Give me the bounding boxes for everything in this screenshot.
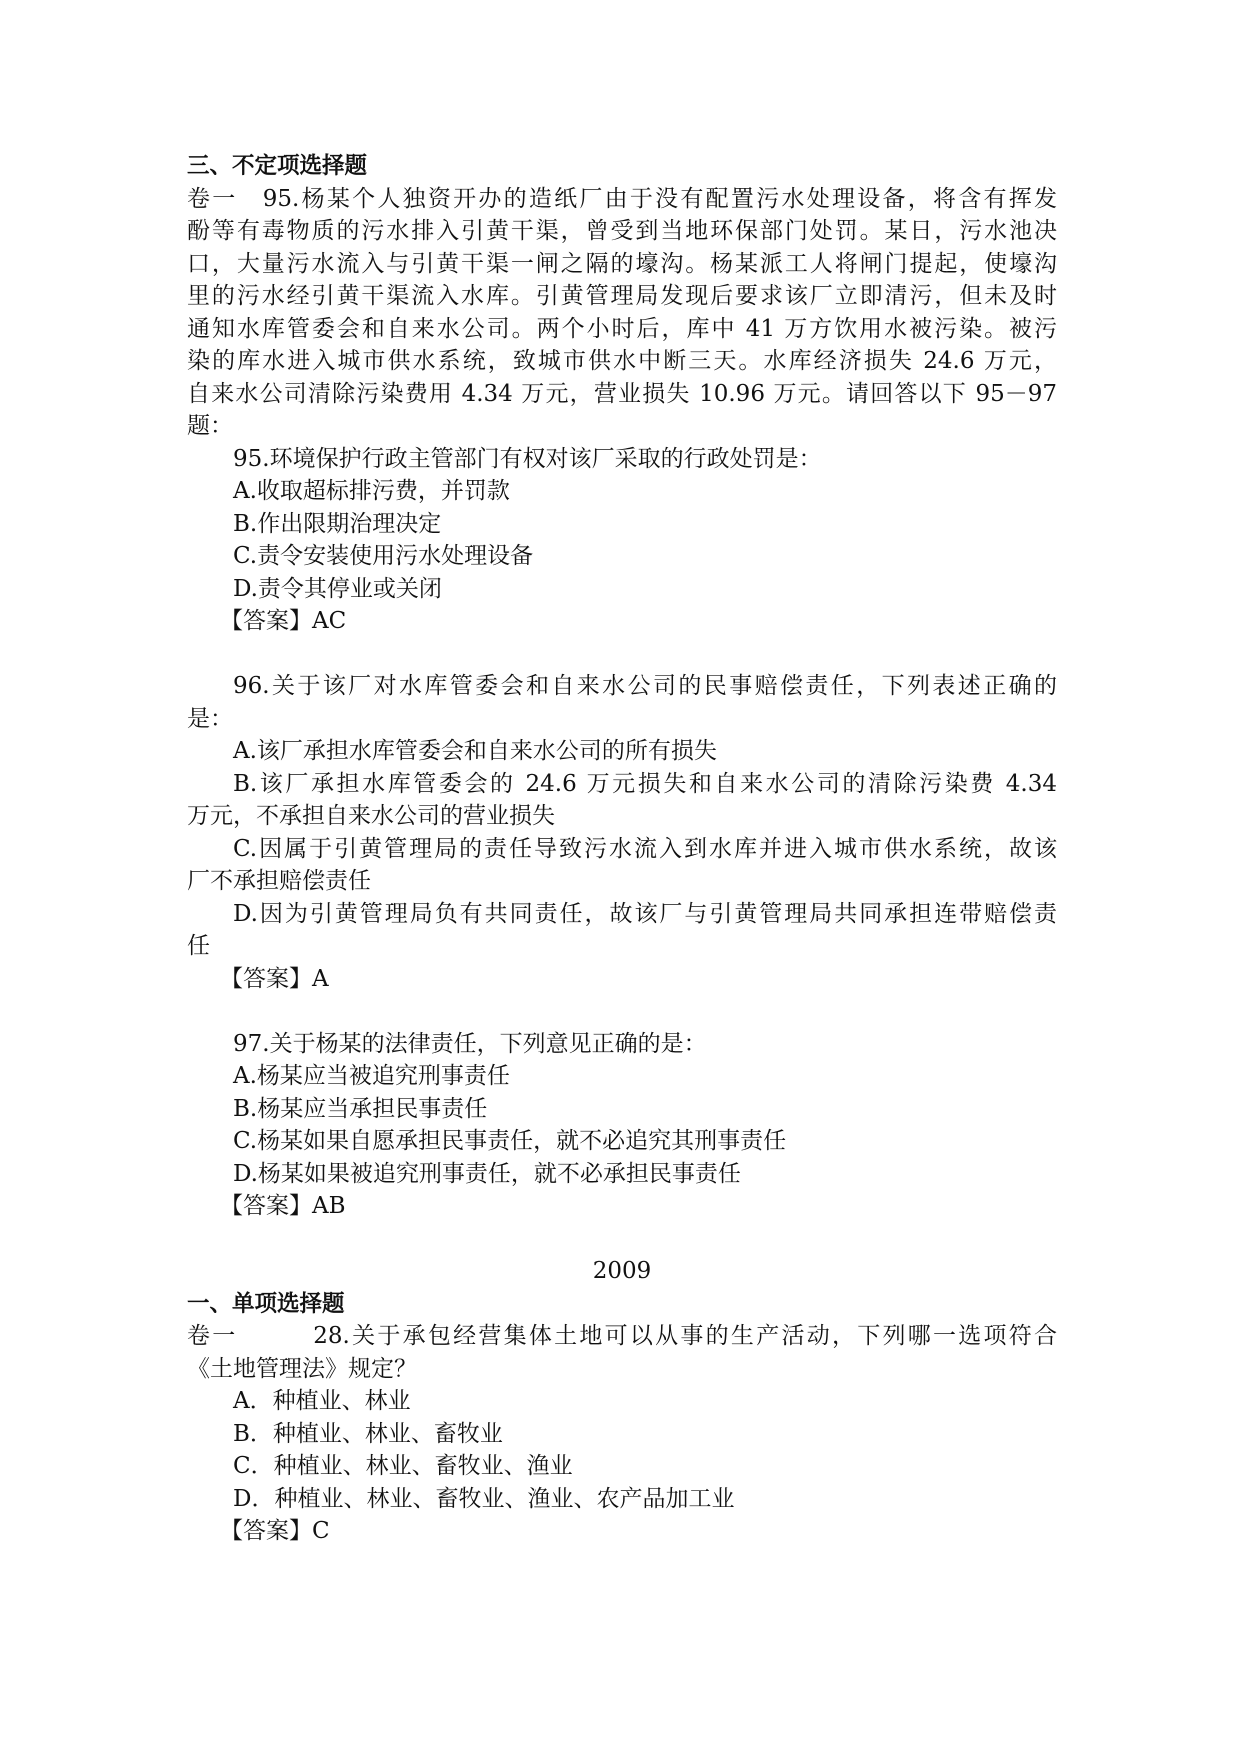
intro-line: 卷一 95.杨某个人独资开办的造纸厂由于没有配置污水处理设备，将含有挥发 [187,185,1057,212]
question-28-option-d: D．种植业、林业、畜牧业、渔业、农产品加工业 [233,1485,735,1512]
question-96-option-b: B.该厂承担水库管委会的 24.6 万元损失和自来水公司的清除污染费 4.34 [233,770,1057,797]
question-28-stem: 卷一 28.关于承包经营集体土地可以从事的生产活动，下列哪一选项符合 [187,1323,1057,1349]
section-heading-single-choice: 一、单项选择题 [187,1290,345,1317]
intro-line: 染的库水进入城市供水系统，致城市供水中断三天。水库经济损失 24.6 万元， [187,348,1057,374]
question-96-option-c-cont: 厂不承担赔偿责任 [187,868,371,894]
question-95-stem: 95.环境保护行政主管部门有权对该厂采取的行政处罚是： [233,445,822,472]
intro-line: 里的污水经引黄干渠流入水库。引黄管理局发现后要求该厂立即清污，但未及时 [187,283,1057,309]
question-97-option-d: D.杨某如果被追究刑事责任，就不必承担民事责任 [233,1160,741,1187]
intro-line: 自来水公司清除污染费用 4.34 万元，营业损失 10.96 万元。请回答以下 95－97 [187,380,1057,407]
question-97-option-b: B.杨某应当承担民事责任 [233,1095,488,1122]
question-96-option-b-cont: 万元，不承担自来水公司的营业损失 [187,803,555,829]
question-95-option-c: C.责令安装使用污水处理设备 [233,543,534,569]
question-96-stem: 96.关于该厂对水库管委会和自来水公司的民事赔偿责任，下列表述正确的 [233,673,1057,699]
section-heading-multiple-choice: 三、不定项选择题 [187,153,368,179]
question-28-stem-cont: 《土地管理法》规定？ [187,1355,417,1382]
question-28-option-c: C．种植业、林业、畜牧业、渔业 [233,1453,573,1479]
question-28-answer: 【答案】C [220,1518,330,1544]
question-28-option-a: A．种植业、林业 [233,1388,411,1414]
question-97-stem: 97.关于杨某的法律责任，下列意见正确的是： [233,1030,707,1057]
intro-line: 通知水库管委会和自来水公司。两个小时后，库中 41 万方饮用水被污染。被污 [187,315,1057,342]
blank-line [187,995,1057,1028]
blank-line [187,638,1057,671]
question-96-option-d: D.因为引黄管理局负有共同责任，故该厂与引黄管理局共同承担连带赔偿责 [233,900,1057,927]
blank-line [187,1223,1057,1256]
question-95-answer: 【答案】AC [220,608,347,634]
question-97-option-a: A.杨某应当被追究刑事责任 [233,1063,510,1089]
question-96-stem-cont: 是： [187,705,233,732]
question-97-option-c: C.杨某如果自愿承担民事责任，就不必追究其刑事责任 [233,1128,787,1154]
question-28-option-b: B．种植业、林业、畜牧业 [233,1420,503,1447]
question-96-option-d-cont: 任 [187,933,210,959]
intro-line: 口，大量污水流入与引黄干渠一闸之隔的壕沟。杨某派工人将闸门提起，使壕沟 [187,250,1057,277]
question-95-option-a: A.收取超标排污费，并罚款 [233,478,510,504]
question-96-answer: 【答案】A [220,965,329,992]
intro-line: 题： [187,413,233,439]
question-96-option-a: A.该厂承担水库管委会和自来水公司的所有损失 [233,738,717,764]
year-heading: 2009 [592,1258,652,1284]
intro-line: 酚等有毒物质的污水排入引黄干渠，曾受到当地环保部门处罚。某日，污水池决 [187,218,1057,244]
question-97-answer: 【答案】AB [220,1193,346,1219]
question-95-option-b: B.作出限期治理决定 [233,510,442,537]
question-95-option-d: D.责令其停业或关闭 [233,575,442,602]
question-96-option-c: C.因属于引黄管理局的责任导致污水流入到水库并进入城市供水系统，故该 [233,835,1057,862]
document-body [187,150,1057,1548]
